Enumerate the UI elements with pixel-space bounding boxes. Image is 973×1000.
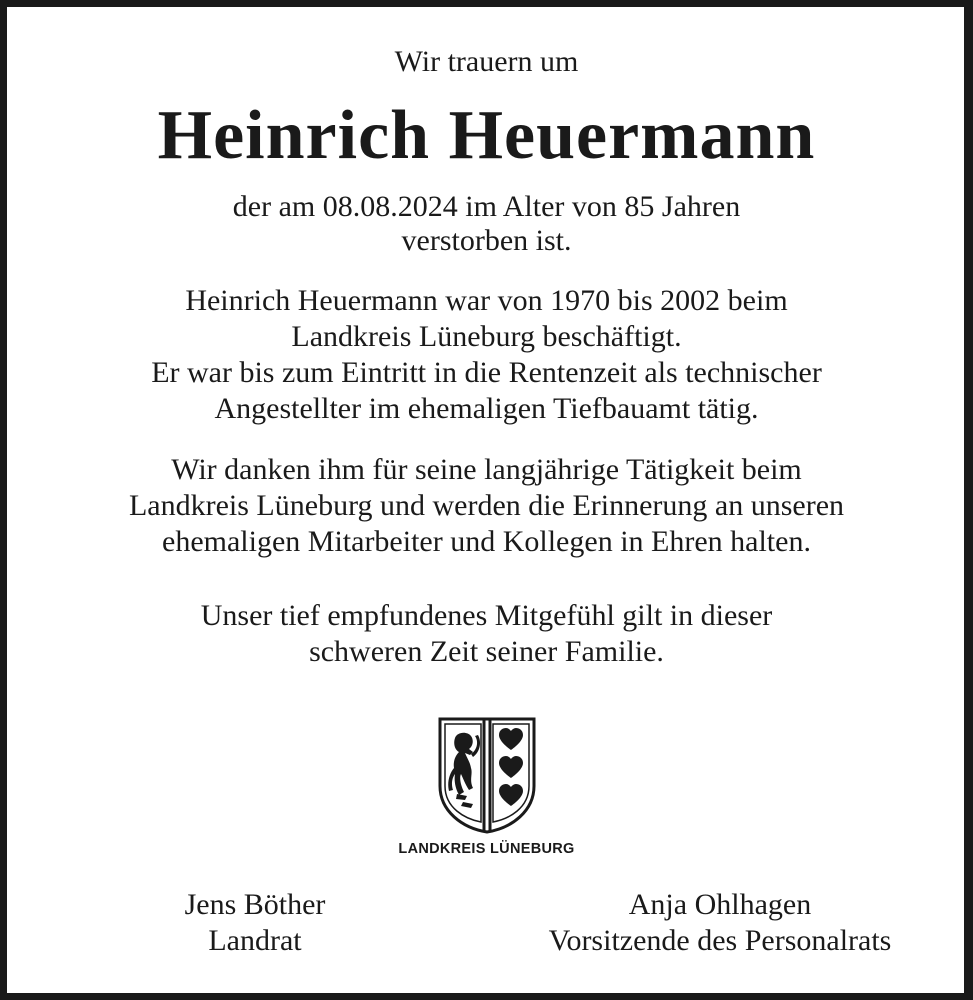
thanks-line: Wir danken ihm für seine langjährige Tätigkeit beim <box>171 453 802 486</box>
logo-text: LANDKREIS LÜNEBURG <box>398 841 575 857</box>
thanks-line: Landkreis Lüneburg und werden die Erinnerung an unseren <box>128 489 845 522</box>
signature-right <box>500 887 940 959</box>
career-line: Heinrich Heuermann war von 1970 bis 2002 beim <box>185 284 788 317</box>
condolence-line: Unser tief empfundenes Mitgefühl gilt in dieser <box>200 599 773 632</box>
condolence-paragraph <box>0 598 973 670</box>
signatory-name: Jens Böther <box>184 888 326 921</box>
death-notice-line: der am 08.08.2024 im Alter von 85 Jahren <box>232 190 741 223</box>
signatory-title: Landrat <box>208 924 302 957</box>
death-notice <box>0 190 973 258</box>
career-line: Landkreis Lüneburg beschäftigt. <box>291 320 682 353</box>
coat-of-arms-icon <box>437 716 537 834</box>
death-notice-line: verstorben ist. <box>401 224 572 257</box>
career-line: Angestellter im ehemaligen Tiefbauamt tätig. <box>214 392 759 425</box>
intro-text: Wir trauern um <box>394 45 579 78</box>
condolence-line: schweren Zeit seiner Familie. <box>309 635 664 668</box>
signatory-name: Anja Ohlhagen <box>628 888 812 921</box>
career-line: Er war bis zum Eintritt in die Rentenzeit als technischer <box>151 356 822 389</box>
deceased-name: Heinrich Heuermann <box>157 97 816 174</box>
thanks-line: ehemaligen Mitarbeiter und Kollegen in Ehren halten. <box>162 525 811 558</box>
signature-left <box>130 887 380 959</box>
career-paragraph <box>0 283 973 427</box>
signatory-title: Vorsitzende des Personalrats <box>548 924 892 957</box>
thanks-paragraph <box>0 452 973 560</box>
